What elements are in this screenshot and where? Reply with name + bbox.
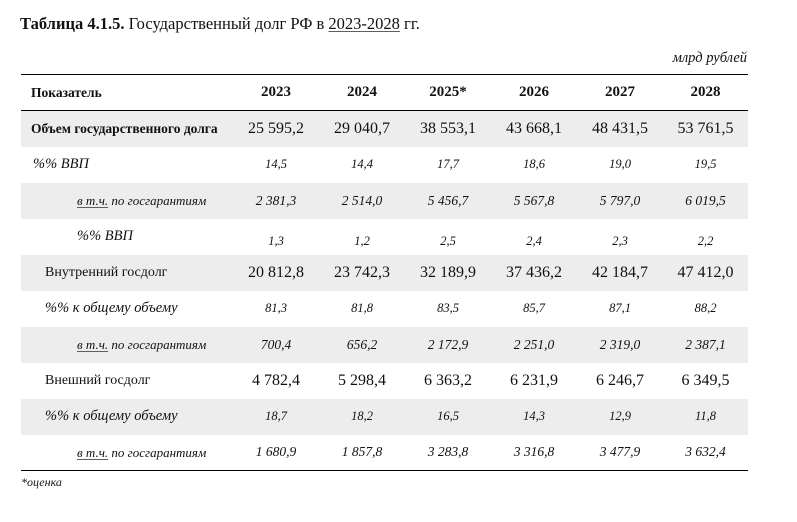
header-row xyxy=(21,75,748,111)
row-label xyxy=(21,435,233,471)
debt-table xyxy=(21,74,748,471)
table-cell: 5 456,7 xyxy=(405,183,491,219)
table-cell: 2,3 xyxy=(612,234,628,248)
table-cell: 20 812,8 xyxy=(233,255,319,291)
table-cell: 25 595,2 xyxy=(233,111,319,147)
row-label: %% к общему объему xyxy=(21,399,233,435)
table-cell: 81,3 xyxy=(265,301,287,315)
table-row-external-share xyxy=(21,399,748,435)
header-year: 2023 xyxy=(233,75,319,111)
table-cell: 19,5 xyxy=(694,157,717,171)
row-label: %% ВВП xyxy=(77,228,133,244)
table-cell: 6 019,5 xyxy=(663,183,748,219)
table-cell: 42 184,7 xyxy=(577,255,663,291)
title-suffix: гг. xyxy=(399,14,420,33)
table-cell: 37 436,2 xyxy=(491,255,577,291)
table-row-domestic-debt xyxy=(21,255,748,291)
table-cell: 32 189,9 xyxy=(405,255,491,291)
table-cell: 1 680,9 xyxy=(233,435,319,471)
table-row-total-debt xyxy=(21,111,748,147)
header-label: Показатель xyxy=(21,75,233,111)
title-text: Государственный долг РФ в xyxy=(128,14,329,33)
table-cell: 12,9 xyxy=(577,399,663,435)
table-row-external-guarantees xyxy=(21,435,748,471)
table-cell: 14,5 xyxy=(265,157,287,171)
table-cell: 83,5 xyxy=(437,301,459,315)
row-label xyxy=(21,183,233,219)
row-label: Внутренний госдолг xyxy=(21,255,233,291)
row-label-rest: по госгарантиям xyxy=(108,337,207,352)
row-label-rest: по госгарантиям xyxy=(108,193,207,208)
table-row-guarantees xyxy=(21,183,748,219)
table-cell: 6 231,9 xyxy=(510,371,558,389)
footnote: *оценка xyxy=(21,475,62,489)
table-cell: 19,0 xyxy=(609,157,631,171)
table-cell: 3 283,8 xyxy=(405,435,491,471)
table-cell: 16,5 xyxy=(405,399,491,435)
header-year: 2024 xyxy=(319,75,405,111)
row-label-tch: в т.ч. xyxy=(77,193,109,208)
table-cell: 87,1 xyxy=(609,301,631,315)
header-year: 2027 xyxy=(577,75,663,111)
table-cell: 2 172,9 xyxy=(405,327,491,363)
table-cell: 53 761,5 xyxy=(663,111,748,147)
table-cell: 18,6 xyxy=(523,157,545,171)
table-cell: 17,7 xyxy=(437,157,459,171)
table-cell: 2,5 xyxy=(440,234,456,248)
table-cell: 3 316,8 xyxy=(491,435,577,471)
header-year: 2025* xyxy=(405,75,491,111)
table-cell: 4 782,4 xyxy=(252,371,300,389)
row-label xyxy=(21,327,233,363)
table-cell: 23 742,3 xyxy=(319,255,405,291)
table-cell: 2 319,0 xyxy=(577,327,663,363)
row-label-rest: по госгарантиям xyxy=(108,444,207,460)
table-row-domestic-share xyxy=(21,291,748,327)
table-row-external-debt xyxy=(21,363,748,399)
table-cell: 85,7 xyxy=(523,301,545,315)
table-cell: 2 251,0 xyxy=(491,327,577,363)
table-cell: 1,3 xyxy=(268,234,284,248)
row-label-tch: в т.ч. xyxy=(77,444,109,460)
table-cell: 2 387,1 xyxy=(663,327,748,363)
table-row-guarantees-pct-gdp xyxy=(21,219,748,255)
row-label-tch: в т.ч. xyxy=(77,337,109,352)
table-cell: 3 632,4 xyxy=(663,435,748,471)
table-number: Таблица 4.1.5. xyxy=(20,14,125,33)
table-cell: 6 349,5 xyxy=(681,371,730,389)
table-row-domestic-guarantees xyxy=(21,327,748,363)
table-cell: 48 431,5 xyxy=(577,111,663,147)
table-row-pct-gdp xyxy=(21,147,748,183)
title-years: 2023-2028 xyxy=(328,14,400,33)
table-cell: 2,2 xyxy=(697,234,714,248)
table-cell: 2,4 xyxy=(526,234,542,248)
table-cell: 2 381,3 xyxy=(233,183,319,219)
table-cell: 6 363,2 xyxy=(424,371,472,389)
header-year: 2028 xyxy=(663,75,748,111)
table-cell: 81,8 xyxy=(351,301,373,315)
table-cell: 5 567,8 xyxy=(491,183,577,219)
unit-label: млрд рублей xyxy=(672,50,747,66)
row-label: Внешний госдолг xyxy=(45,372,151,388)
table-cell: 6 246,7 xyxy=(596,371,644,389)
table-cell: 38 553,1 xyxy=(405,111,491,147)
table-cell: 3 477,9 xyxy=(577,435,663,471)
table-cell: 1,2 xyxy=(354,234,370,248)
table-cell: 2 514,0 xyxy=(319,183,405,219)
table-cell: 656,2 xyxy=(319,327,405,363)
table-cell: 88,2 xyxy=(694,301,717,315)
row-label: %% к общему объему xyxy=(45,300,178,316)
table-cell: 5 298,4 xyxy=(338,371,386,389)
table-cell: 47 412,0 xyxy=(663,255,748,291)
table-cell: 18,7 xyxy=(233,399,319,435)
table-title xyxy=(20,14,420,34)
table-cell: 14,4 xyxy=(351,157,373,171)
row-label: %% ВВП xyxy=(33,156,89,172)
table-cell: 1 857,8 xyxy=(319,435,405,471)
table-cell: 11,8 xyxy=(663,399,748,435)
table-cell: 29 040,7 xyxy=(319,111,405,147)
table-cell: 14,3 xyxy=(491,399,577,435)
table-cell: 5 797,0 xyxy=(577,183,663,219)
row-label: Объем государственного долга xyxy=(21,111,233,147)
table-cell: 700,4 xyxy=(233,327,319,363)
table-cell: 43 668,1 xyxy=(491,111,577,147)
header-year: 2026 xyxy=(491,75,577,111)
table-cell: 18,2 xyxy=(319,399,405,435)
